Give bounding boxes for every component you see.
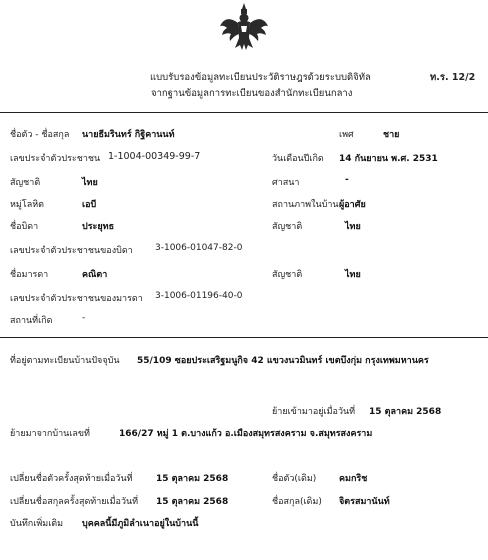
section-divider	[0, 337, 488, 338]
sex-value: ชาย	[383, 130, 400, 140]
form-code: ท.ร. 12/2	[430, 72, 476, 83]
father-id-label: เลขประจำตัวประชาชนของบิดา	[10, 246, 133, 256]
mother-name-value: คณิตา	[82, 270, 108, 280]
garuda-emblem-icon	[218, 2, 270, 52]
religion-value: -	[345, 175, 349, 185]
mother-id-value: 3-1006-01196-40-0	[155, 291, 243, 301]
birthplace-label: สถานที่เกิด	[10, 316, 53, 326]
note-label: บันทึกเพิ่มเติม	[10, 519, 64, 529]
mother-nationality-label: สัญชาติ	[272, 270, 303, 280]
father-id-value: 3-1006-01047-82-0	[155, 243, 243, 253]
nationality-label: สัญชาติ	[10, 178, 41, 188]
old-last-name-value: จิตรสมานันท์	[339, 497, 390, 507]
sex-label: เพศ	[339, 130, 354, 140]
form-heading-line2: จากฐานข้อมูลการทะเบียนของสำนักทะเบียนกลาง	[151, 88, 353, 99]
last-name-change-label: เปลี่ยนชื่อสกุลครั้งสุดท้ายเมื่อวันที่	[10, 497, 139, 507]
mother-id-label: เลขประจำตัวประชาชนของมารดา	[10, 294, 143, 304]
father-nationality-value: ไทย	[345, 222, 361, 232]
move-in-date-value: 15 ตุลาคม 2568	[369, 407, 442, 417]
house-status-value: ผู้อาศัย	[339, 200, 366, 210]
house-status-label: สถานภาพในบ้าน	[272, 200, 339, 210]
form-heading-line1: แบบรับรองข้อมูลทะเบียนประวัติราษฎรด้วยระบบดิจิทัล	[150, 72, 371, 83]
nationality-value: ไทย	[82, 178, 98, 188]
move-in-date-label: ย้ายเข้ามาอยู่เมื่อวันที่	[272, 407, 356, 417]
name-label: ชื่อตัว - ชื่อสกุล	[10, 130, 70, 140]
first-name-change-date: 15 ตุลาคม 2568	[156, 474, 229, 484]
moved-from-value: 166/27 หมู่ 1 ต.บางแก้ว อ.เมืองสมุทรสงคราม จ.สมุทรสงคราม	[119, 429, 373, 439]
blood-type-value: เอบี	[82, 200, 97, 210]
id-label: เลขประจำตัวประชาชน	[10, 154, 101, 164]
religion-label: ศาสนา	[272, 178, 300, 188]
moved-from-label: ย้ายมาจากบ้านเลขที่	[10, 429, 90, 439]
father-name-label: ชื่อบิดา	[10, 222, 39, 232]
old-first-name-value: คมกริช	[339, 474, 368, 484]
name-value: นายธีมรินทร์ กิฐิคานนท์	[82, 130, 175, 140]
last-name-change-date: 15 ตุลาคม 2568	[156, 497, 229, 507]
mother-nationality-value: ไทย	[345, 270, 361, 280]
mother-name-label: ชื่อมารดา	[10, 270, 49, 280]
header-divider	[0, 112, 488, 113]
dob-label: วันเดือนปีเกิด	[272, 154, 324, 164]
father-nationality-label: สัญชาติ	[272, 222, 303, 232]
id-value: 1-1004-00349-99-7	[108, 151, 201, 162]
first-name-change-label: เปลี่ยนชื่อตัวครั้งสุดท้ายเมื่อวันที่	[10, 474, 133, 484]
address-value: 55/109 ซอยประเสริฐมนูกิจ 42 แขวงนวมินทร์ เขตบึงกุ่ม กรุงเทพมหานคร	[137, 356, 429, 366]
blood-type-label: หมู่โลหิต	[10, 200, 44, 210]
address-label: ที่อยู่ตามทะเบียนบ้านปัจจุบัน	[10, 356, 120, 366]
old-last-name-label: ชื่อสกุล(เดิม)	[272, 497, 322, 507]
father-name-value: ประยุทธ	[82, 222, 115, 232]
note-value: บุคคลนี้มีภูมิลำเนาอยู่ในบ้านนี้	[82, 519, 199, 529]
birthplace-value: -	[82, 313, 86, 323]
old-first-name-label: ชื่อตัว(เดิม)	[272, 474, 317, 484]
dob-value: 14 กันยายน พ.ศ. 2531	[339, 154, 438, 164]
